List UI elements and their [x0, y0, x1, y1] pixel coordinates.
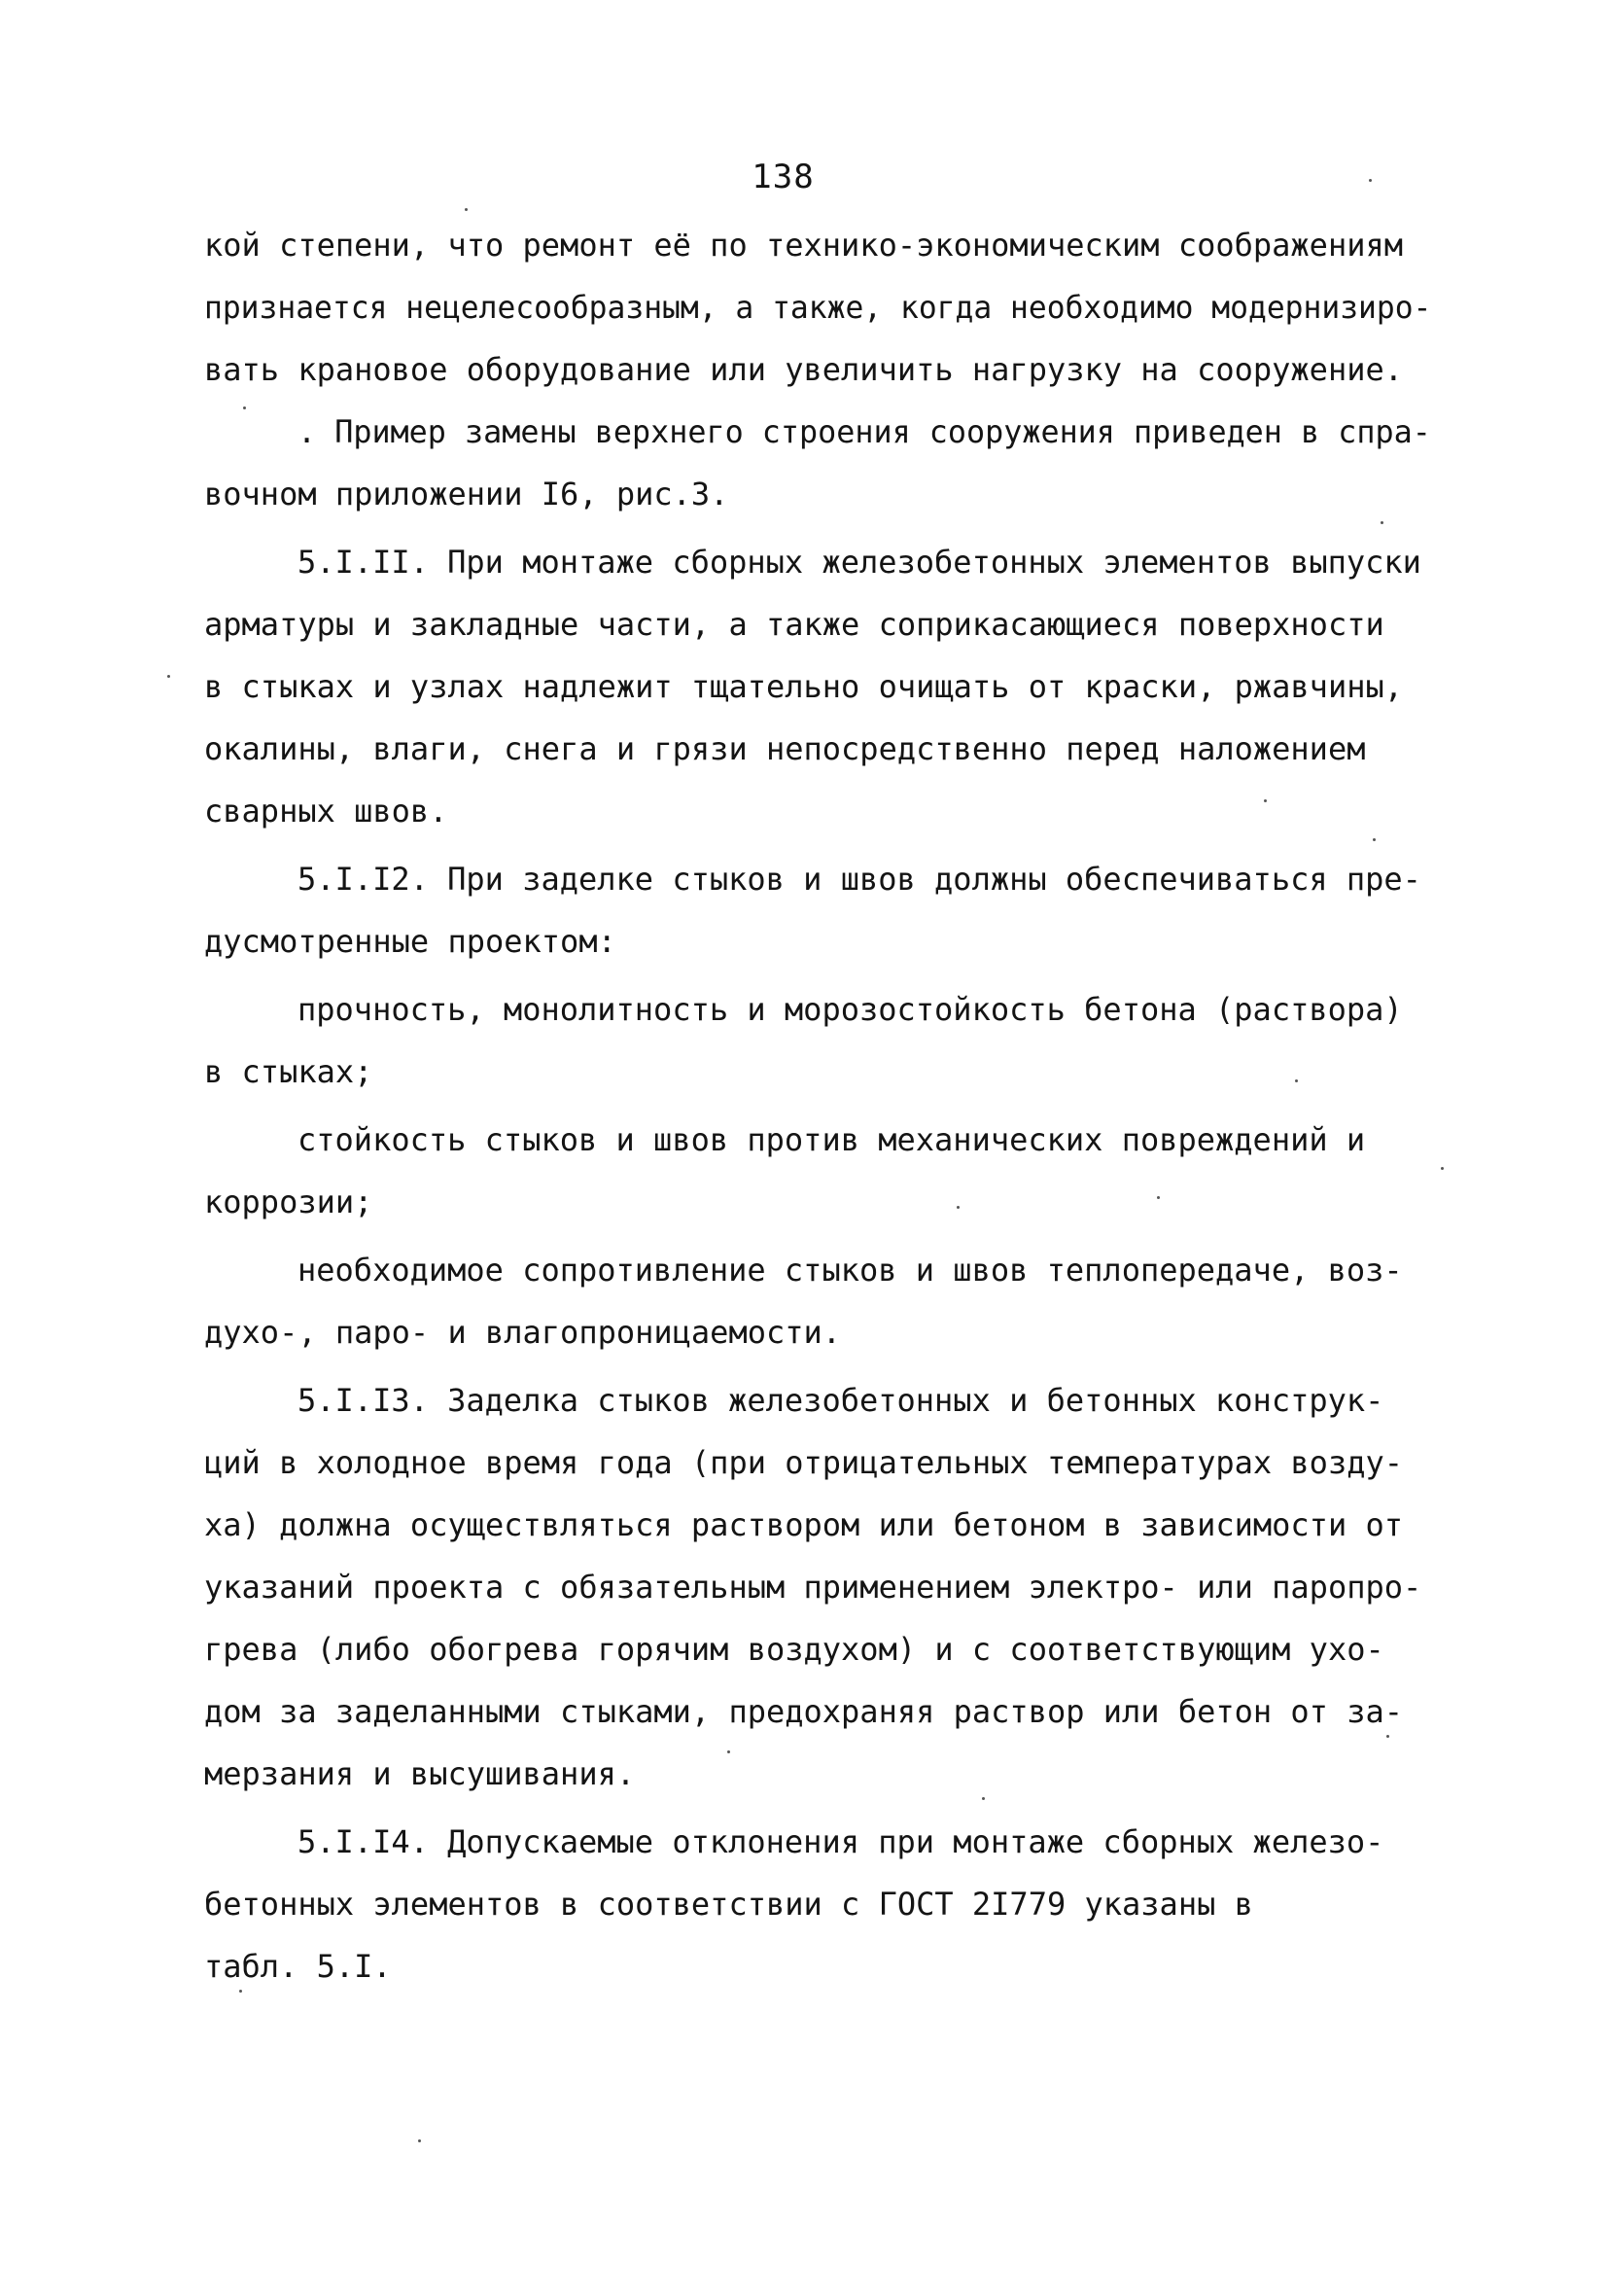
text-line: дусмотренные проектом: [204, 923, 616, 960]
scan-speck [1295, 1079, 1298, 1082]
scan-speck [1386, 1735, 1389, 1738]
scan-speck [1369, 179, 1372, 182]
text-line: ха) должна осуществляться раствором или бетоном в зависимости от [204, 1506, 1403, 1543]
text-line: мерзания и высушивания. [204, 1755, 636, 1792]
text-line: в стыках; [204, 1053, 373, 1090]
scan-speck [167, 675, 170, 678]
text-line: кой степени, что ремонт её по технико-экономическим соображениям [204, 227, 1403, 264]
scan-speck [1441, 1167, 1444, 1170]
text-line: табл. 5.I. [204, 1948, 392, 1985]
text-line: 5.I.II. При монтаже сборных железобетонных элементов выпуски [297, 544, 1421, 581]
scan-speck [243, 406, 246, 409]
text-line: сварных швов. [204, 793, 448, 830]
text-line: ций в холодное время года (при отрицательных температурах возду- [204, 1444, 1403, 1481]
text-line: дом за заделанными стыками, предохраняя раствор или бетон от за- [204, 1693, 1403, 1730]
text-line: необходимое сопротивление стыков и швов теплопередаче, воз- [297, 1252, 1403, 1289]
text-line: 5.I.I2. При заделке стыков и швов должны обеспечиваться пре- [297, 861, 1421, 898]
text-line: духо-, паро- и влагопроницаемости. [204, 1314, 842, 1351]
scan-speck [727, 1750, 730, 1753]
text-line: указаний проекта с обязательным применением электро- или паропро- [204, 1569, 1422, 1606]
text-line: бетонных элементов в соответствии с ГОСТ 2I779 указаны в [204, 1886, 1253, 1923]
text-line: признается нецелесообразным, а также, когда необходимо модернизиро- [204, 289, 1432, 326]
scan-speck [1373, 838, 1376, 841]
scan-speck [1381, 521, 1383, 524]
text-line: в стыках и узлах надлежит тщательно очищать от краски, ржавчины, [204, 668, 1403, 705]
text-line: окалины, влаги, снега и грязи непосредственно перед наложением [204, 730, 1366, 767]
scan-speck [1157, 1196, 1160, 1199]
scan-speck [239, 1990, 242, 1993]
text-line: грева (либо обогрева горячим воздухом) и с соответствующим ухо- [204, 1631, 1384, 1668]
scan-speck [957, 1206, 960, 1209]
text-line: коррозии; [204, 1183, 373, 1220]
scan-speck [465, 208, 468, 211]
text-line: 5.I.I3. Заделка стыков железобетонных и бетонных конструк- [297, 1382, 1384, 1419]
scan-speck [1264, 799, 1267, 802]
text-line: вать крановое оборудование или увеличить нагрузку на сооружение. [204, 351, 1403, 388]
text-line: прочность, монолитность и морозостойкость бетона (раствора) [297, 991, 1403, 1028]
page-number: 138 [752, 158, 815, 196]
text-line: стойкость стыков и швов против механических повреждений и [297, 1121, 1366, 1158]
text-line: 5.I.I4. Допускаемые отклонения при монтаже сборных железо- [297, 1823, 1384, 1860]
text-line: арматуры и закладные части, а также соприкасающиеся поверхности [204, 606, 1384, 643]
scan-speck [982, 1797, 985, 1800]
scan-speck [418, 2139, 421, 2142]
text-line: . Пример замены верхнего строения сооружения приведен в спра- [297, 413, 1431, 450]
text-line: вочном приложении I6, рис.3. [204, 476, 729, 512]
